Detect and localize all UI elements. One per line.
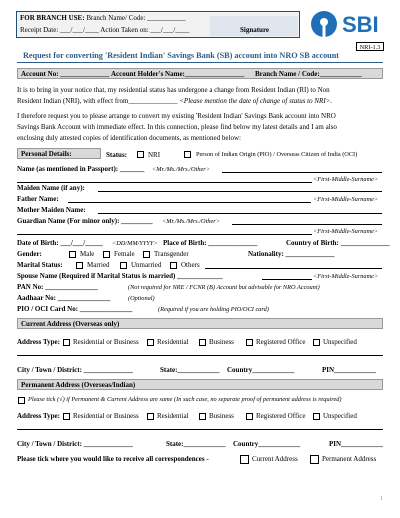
father-line <box>68 202 311 203</box>
unmarried-checkbox[interactable] <box>120 262 127 269</box>
perm-opt-0: Residential or Business <box>73 412 139 420</box>
perm-opt-2: Business <box>209 412 234 420</box>
guardian-line-2 <box>17 234 312 235</box>
others-checkbox[interactable] <box>170 262 177 269</box>
perm-state[interactable]: State:____________ <box>166 440 226 448</box>
spouse-name[interactable]: Spouse Name (Required if Marital Status is married) _____________ <box>17 272 223 280</box>
current-state[interactable]: State:____________ <box>160 366 220 374</box>
para1-date: Resident Indian (NRI), with effect from______________ <box>17 97 178 105</box>
branch-use-label: FOR BRANCH USE: <box>20 14 85 22</box>
current-city[interactable]: City / Town / District: ______________ <box>17 366 133 374</box>
guardian-hint: <Mr./Ms./Mrs./Other> <box>162 218 220 225</box>
current-opt-1: Residential <box>157 338 189 346</box>
aadhaar-hint: (Optional) <box>128 295 155 302</box>
transgender-checkbox[interactable] <box>143 251 150 258</box>
page-number: 1 <box>380 495 384 502</box>
title-underline <box>17 62 383 63</box>
name-hint: <Mr./Ms./Mrs./Other> <box>152 166 210 173</box>
married-label: Married <box>87 261 110 269</box>
para1-line2 <box>17 97 332 105</box>
country-of-birth[interactable]: Country of Birth: ______________ <box>286 239 390 247</box>
father-fms-hint: <First-Middle-Surname> <box>313 196 379 203</box>
pio-card-field[interactable]: PIO / OCI Card No: _______________ <box>17 305 133 313</box>
current-opt-3: Registered Office <box>256 338 306 346</box>
transgender-label: Transgender <box>154 250 189 258</box>
branch-name-code: Branch Name/ Code: ___________ <box>86 14 186 22</box>
marital-label: Marital Status: <box>17 261 63 269</box>
unmarried-label: Unmarried <box>131 261 162 269</box>
guardian-fms-hint: <First-Middle-Surname> <box>313 228 379 235</box>
perm-unspecified-checkbox[interactable] <box>313 413 320 420</box>
pan-field[interactable]: PAN No: _______________ <box>17 283 98 291</box>
same-address-checkbox[interactable] <box>18 397 25 404</box>
nri-label: NRI <box>148 151 161 159</box>
account-no[interactable]: Account No: ______________ <box>21 70 110 78</box>
male-label: Male <box>80 250 95 258</box>
aadhaar-field[interactable]: Aadhaar No: _______________ <box>17 294 111 302</box>
current-country[interactable]: Country____________ <box>227 366 295 374</box>
current-opt-2: Business <box>209 338 234 346</box>
para1-line1: It is to bring in your notice that, my residential status has undergone a change from Resident Indian (RI) to Non <box>17 86 330 94</box>
spouse-line <box>262 279 312 280</box>
dob-hint: <DD/MM/YYYY> <box>112 240 158 247</box>
married-checkbox[interactable] <box>76 262 83 269</box>
pio-card-hint: (Required if you are holding PIO/OCI card) <box>158 306 269 313</box>
corr-permanent-label: Permanent Address <box>322 455 377 463</box>
mother-line <box>98 213 382 214</box>
permanent-address-heading: Permanent Address (Overseas/Indian) <box>21 381 136 389</box>
branch-use-line <box>20 14 186 22</box>
account-branch[interactable]: Branch Name / Code:____________ <box>255 70 362 78</box>
others-label: Others <box>181 261 200 269</box>
perm-opt-3: Registered Office <box>256 412 306 420</box>
corr-permanent-checkbox[interactable] <box>310 455 319 464</box>
guardian-name[interactable]: Guardian Name (For minor only): _________ <box>17 217 153 225</box>
current-opt-0: Residential or Business <box>73 338 139 346</box>
sbi-logo <box>310 10 390 40</box>
current-address-type-label: Address Type: <box>17 338 60 346</box>
place-of-birth[interactable]: Place of Birth: ______________ <box>163 239 258 247</box>
account-holder[interactable]: Account Holder's Name:_________________ <box>111 70 245 78</box>
name-passport[interactable]: Name (as mentioned in Passport): _______ <box>17 165 145 173</box>
current-address-line-1 <box>17 355 383 356</box>
dob-field[interactable]: Date of Birth: ___/___/_____ <box>17 239 103 247</box>
current-registered-office-checkbox[interactable] <box>246 339 253 346</box>
pio-label: Person of Indian Origin (PIO) / Overseas Citizen of India (OCI) <box>196 151 358 158</box>
current-unspecified-checkbox[interactable] <box>313 339 320 346</box>
sbi-logo-icon <box>310 10 338 38</box>
perm-opt-1: Residential <box>157 412 189 420</box>
current-pin[interactable]: PIN____________ <box>322 366 377 374</box>
name-line-2 <box>17 182 312 183</box>
name-fms-hint: <First-Middle-Surname> <box>313 176 379 183</box>
receipt-date: Receipt Date: ___/___/____ Action Taken on: ___/___/____ <box>20 26 190 34</box>
corr-current-label: Current Address <box>252 455 298 463</box>
others-line <box>205 268 382 269</box>
current-business-checkbox[interactable] <box>199 339 206 346</box>
current-residential-checkbox[interactable] <box>147 339 154 346</box>
female-checkbox[interactable] <box>103 251 110 258</box>
pio-checkbox[interactable] <box>184 151 191 158</box>
perm-city[interactable]: City / Town / District: ______________ <box>17 440 133 448</box>
corr-current-checkbox[interactable] <box>240 455 249 464</box>
gender-label: Gender: <box>17 250 42 258</box>
father-name[interactable]: Father Name: <box>17 195 59 203</box>
nri-checkbox[interactable] <box>137 151 144 158</box>
name-line <box>222 172 382 173</box>
perm-business-checkbox[interactable] <box>199 413 206 420</box>
para1-hint: <Please mention the date of change of status to NRI>. <box>179 97 333 105</box>
same-address-note: Please tick (√) if Permanent & Current Address are same (In such case, no separate proof of permanent address is required) <box>28 396 342 403</box>
guardian-line <box>232 224 382 225</box>
para2-line3: enclosing duly attested copies of identification documents, as mentioned below: <box>17 134 241 142</box>
personal-heading: Personal Details: <box>21 150 72 158</box>
form-code: NRI-1.3 <box>356 42 384 51</box>
signature-label: Signature <box>240 26 270 34</box>
perm-pin[interactable]: PIN____________ <box>329 440 384 448</box>
maiden-line <box>98 191 382 192</box>
perm-res-business-checkbox[interactable] <box>63 413 70 420</box>
female-label: Female <box>114 250 135 258</box>
correspondence-label: Please tick where you would like to receive all correspondences - <box>17 455 209 463</box>
maiden-name[interactable]: Maiden Name (if any): <box>17 184 85 192</box>
male-checkbox[interactable] <box>69 251 76 258</box>
perm-opt-4: Unspecified <box>323 412 357 420</box>
form-title: Request for converting 'Resident Indian' Savings Bank (SB) account into NRO SB account <box>23 51 340 60</box>
pan-hint: (Not required for NRE / FCNR (B) Account but advisable for NRO Account) <box>128 284 320 291</box>
permanent-address-type-label: Address Type: <box>17 412 60 420</box>
spouse-fms-hint: <First-Middle-Surname> <box>313 273 379 280</box>
para2-line1: I therefore request you to please arrange to convert my existing 'Resident Indian' Savings Bank account into NRO <box>17 112 336 120</box>
perm-country[interactable]: Country____________ <box>233 440 301 448</box>
mother-name[interactable]: Mother Maiden Name: <box>17 206 86 214</box>
nationality-field[interactable]: Nationality: ______________ <box>248 250 335 258</box>
para2-line2: Savings Bank Account with immediate effect. In this connection, please find below my latest details and I am also <box>17 123 337 131</box>
permanent-address-line-1 <box>17 429 383 430</box>
status-label: Status: <box>106 151 128 159</box>
perm-registered-office-checkbox[interactable] <box>246 413 253 420</box>
current-address-heading: Current Address (Overseas only) <box>21 320 120 328</box>
sbi-logo-text: SBI <box>342 12 379 37</box>
current-opt-4: Unspecified <box>323 338 357 346</box>
current-res-business-checkbox[interactable] <box>63 339 70 346</box>
perm-residential-checkbox[interactable] <box>147 413 154 420</box>
